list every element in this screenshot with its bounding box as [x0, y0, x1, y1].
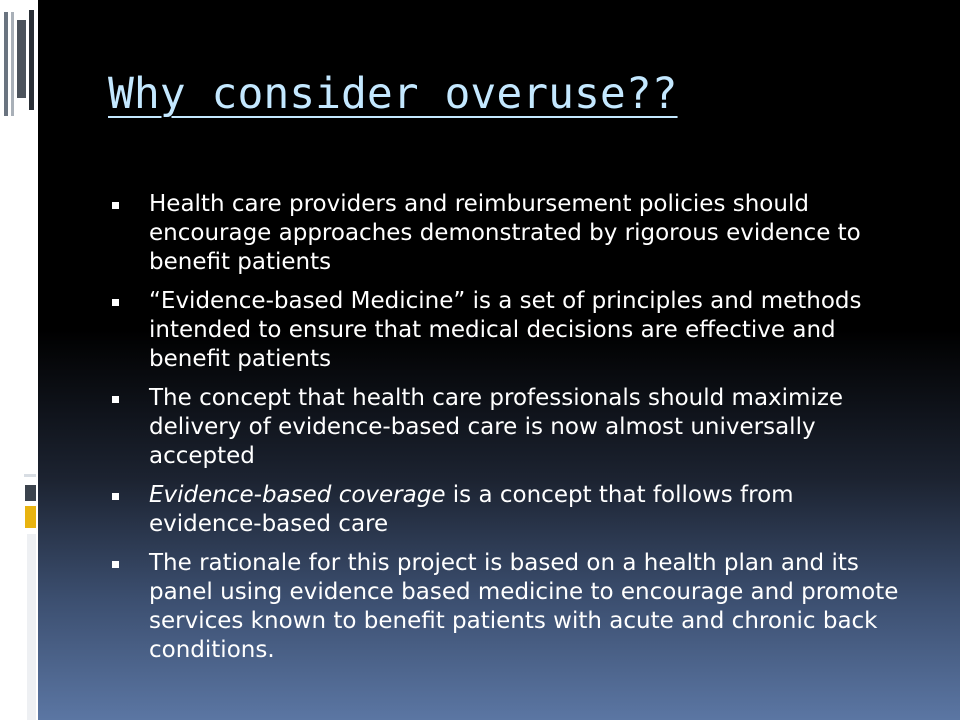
decorative-bar	[11, 12, 14, 116]
square-bullet-icon	[112, 561, 119, 568]
bullet-item	[112, 190, 912, 277]
square-bullet-icon	[112, 396, 119, 403]
bullet-text: Health care providers and reimbursement policies should encourage approaches demonstrated by rigorous evidence to benefit patients	[149, 191, 861, 275]
accent-block-gold	[25, 506, 36, 528]
square-bullet-icon	[112, 202, 119, 209]
slide-title: Why consider overuse??	[108, 69, 678, 119]
accent-line	[24, 474, 36, 477]
bullet-list	[112, 190, 912, 675]
bullet-item	[112, 287, 912, 374]
left-decorative-strip	[0, 0, 38, 720]
decorative-bar	[4, 12, 8, 116]
bullet-text: The rationale for this project is based on a health plan and its panel using evidence based medicine to encourage and promote services known to benefit patients with acute and chronic back conditions.	[149, 550, 899, 663]
bullet-emphasis: Evidence-based coverage	[149, 482, 446, 508]
decorative-bar	[17, 20, 26, 98]
bullet-item	[112, 384, 912, 471]
bullet-item	[112, 549, 912, 665]
bullet-text: The concept that health care professionals should maximize delivery of evidence-based care is now almost universally accepted	[149, 385, 844, 469]
decorative-bar	[29, 10, 34, 110]
bullet-text: is a concept that follows from evidence-based care	[149, 482, 794, 537]
bullet-item	[112, 481, 912, 539]
accent-block-light	[27, 534, 36, 720]
bullet-text: “Evidence-based Medicine” is a set of principles and methods intended to ensure that medical decisions are effective and benefit patients	[149, 288, 862, 372]
accent-block-dark	[25, 485, 36, 501]
square-bullet-icon	[112, 299, 119, 306]
square-bullet-icon	[112, 493, 119, 500]
